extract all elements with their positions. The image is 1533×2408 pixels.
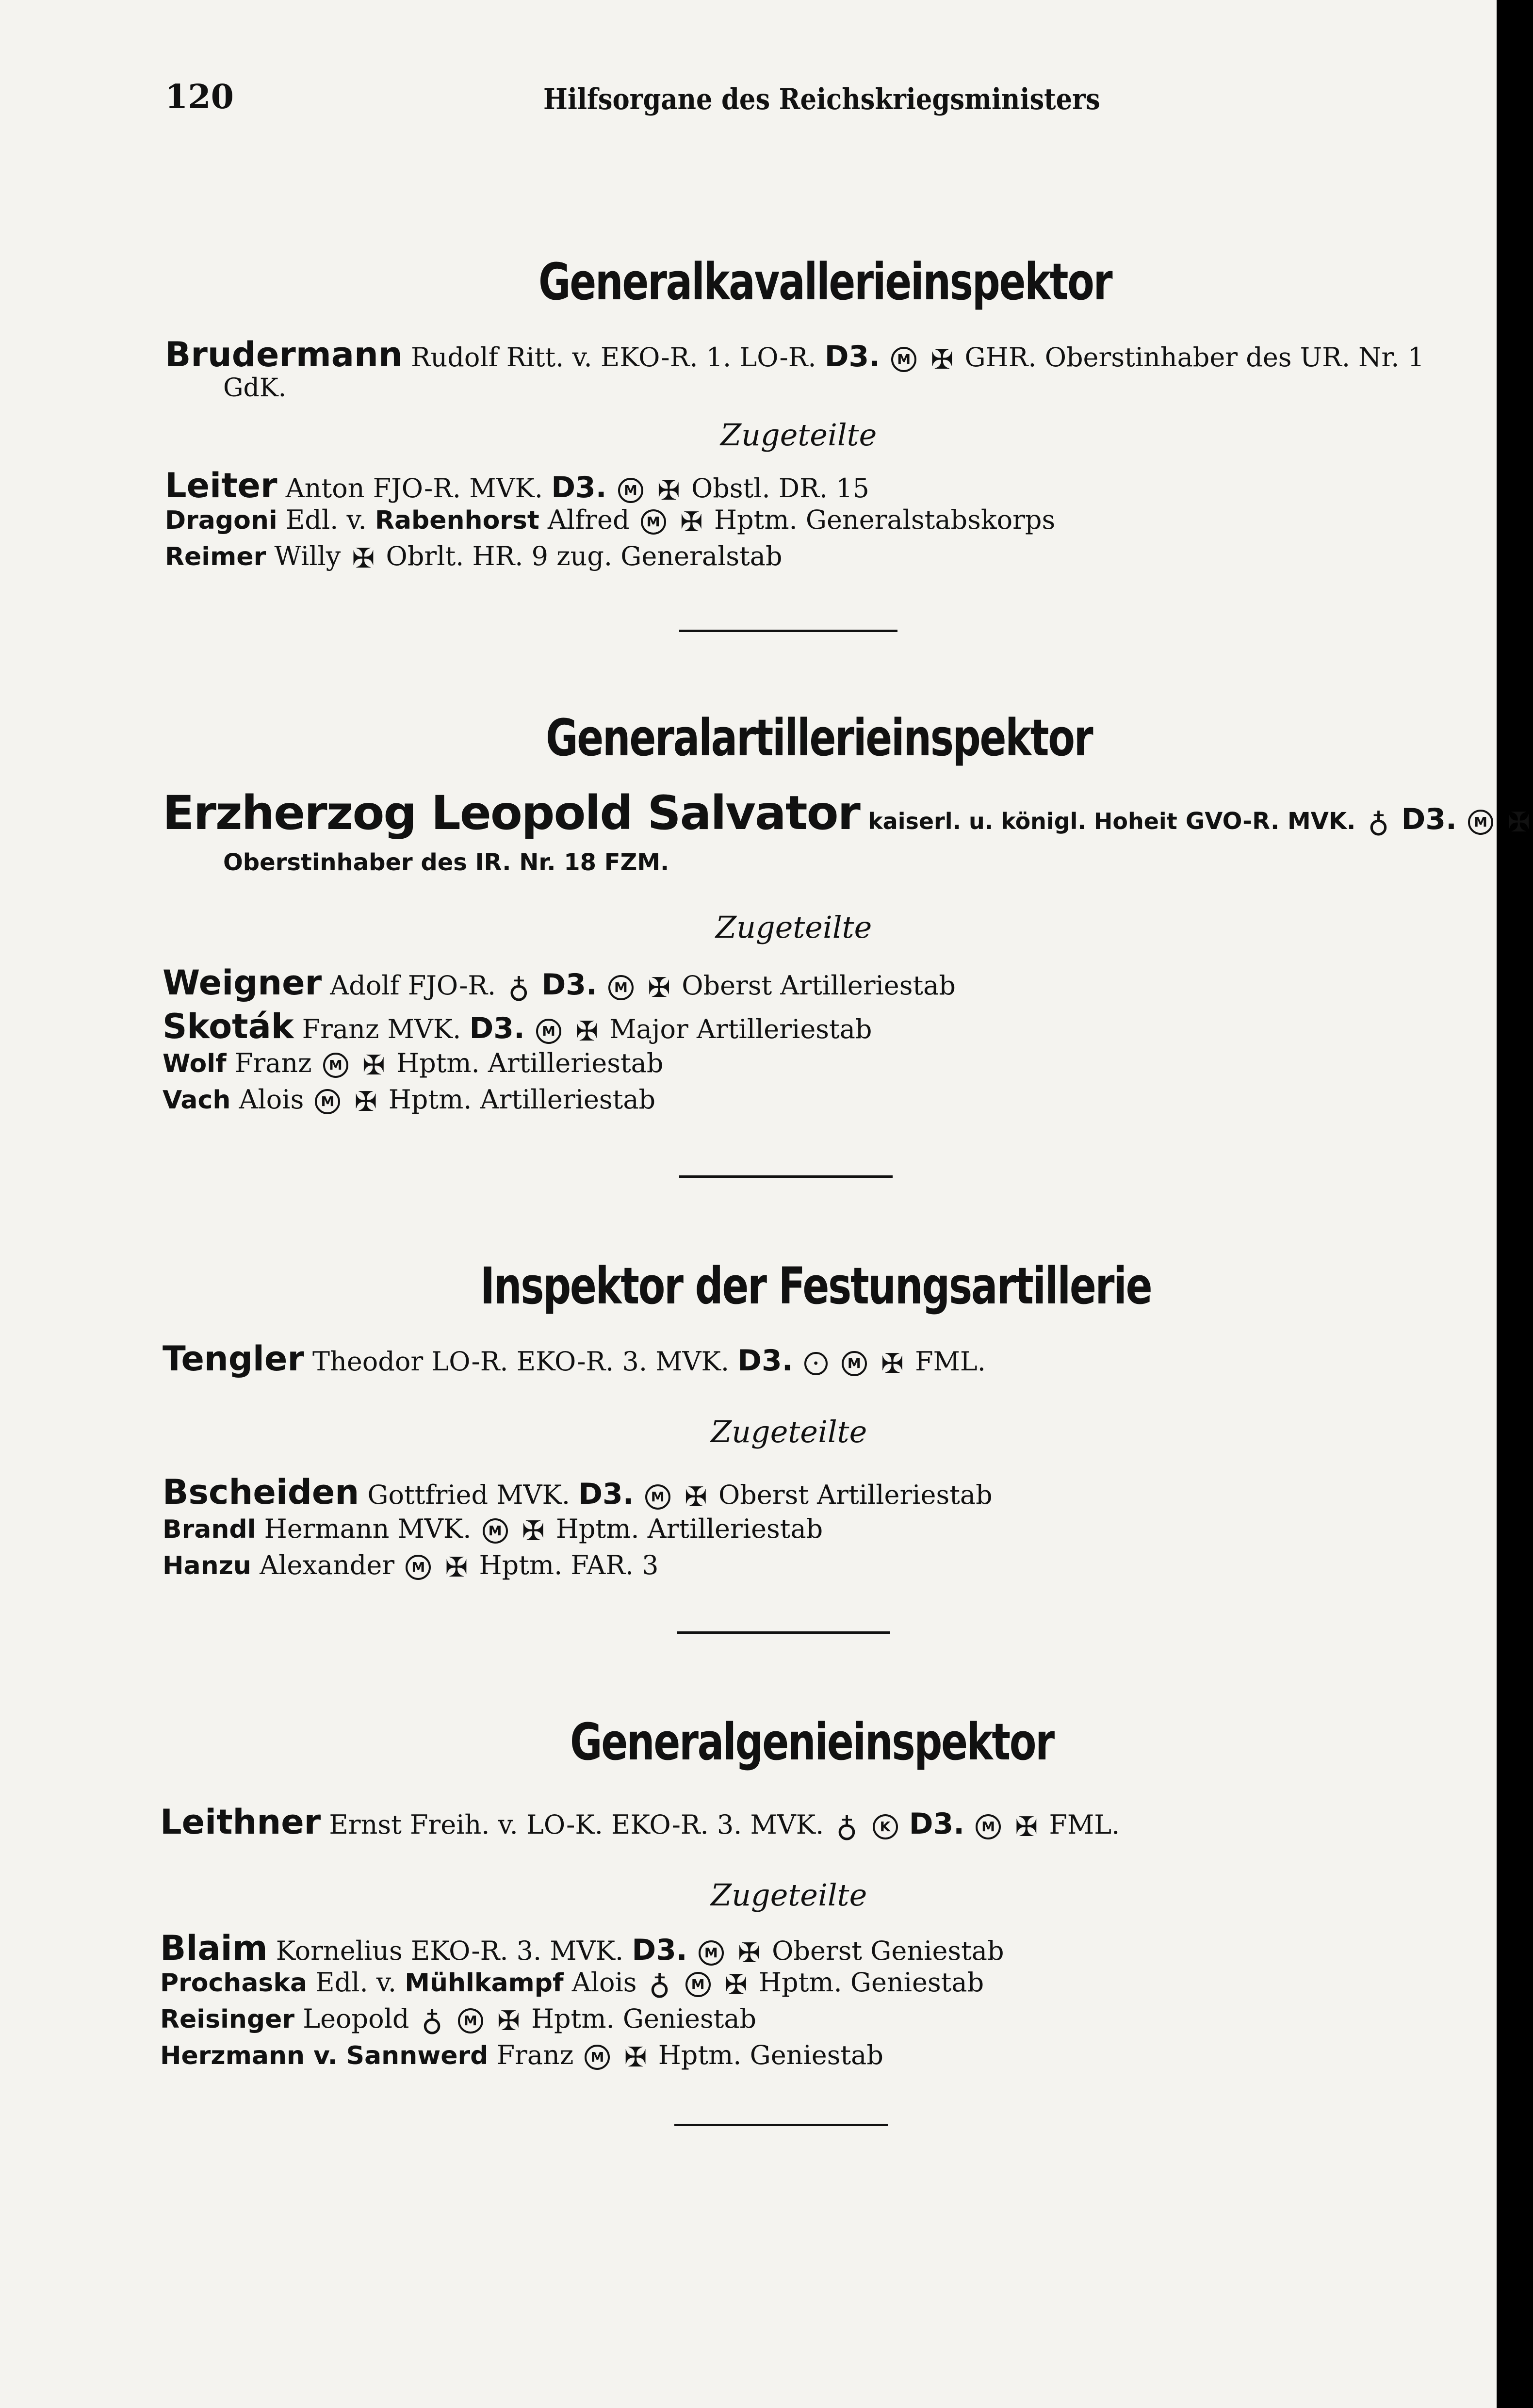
entry-tengler: Tengler Theodor LO-R. EKO-R. 3. MVK. D3. • M ✠ FML. xyxy=(163,1339,986,1380)
medal-m-icon: M xyxy=(483,1518,508,1544)
medal-m-icon: M xyxy=(842,1351,867,1376)
medal-m-icon: M xyxy=(585,2045,610,2070)
medal-m-icon: M xyxy=(406,1555,431,1580)
cross-icon: ✠ xyxy=(1507,806,1531,838)
entry-skotak: Skoták Franz MVK. D3. M ✠ Major Artilleriestab xyxy=(163,1007,872,1047)
entry-continuation: Oberstinhaber des IR. Nr. 18 FZM. xyxy=(223,849,669,876)
entry-brudermann: Brudermann Rudolf Ritt. v. EKO-R. 1. LO-R. D3. M ✠ GHR. Oberstinhaber des UR. Nr. 1 xyxy=(165,335,1424,375)
entry-dragoni: Dragoni Edl. v. Rabenhorst Alfred M ✠ Hptm. Generalstabskorps xyxy=(165,504,1056,538)
wreath-icon: ♁ xyxy=(421,2004,443,2038)
cross-icon: ✠ xyxy=(680,506,703,538)
section-title-inspektor-der-festungsartillerie: Inspektor der Festungsartillerie xyxy=(480,1256,1152,1316)
subtitle-zugeteilte: Zugeteilte xyxy=(720,417,877,453)
section-title-generalartillerieinspektor: Generalartillerieinspektor xyxy=(546,708,1093,767)
entry-reimer: Reimer Willy ✠ Obrlt. HR. 9 zug. Generalstab xyxy=(165,541,783,574)
medal-m-icon: M xyxy=(976,1814,1001,1839)
section-title-generalgenieinspektor: Generalgenieinspektor xyxy=(570,1712,1054,1772)
cross-icon: ✠ xyxy=(684,1481,707,1513)
cross-icon: ✠ xyxy=(362,1049,385,1081)
section-divider xyxy=(679,1175,893,1178)
entry-prochaska: Prochaska Edl. v. Mühlkampf Alois ♁ M ✠ Hptm. Geniestab xyxy=(160,1967,984,2001)
medal-m-icon: M xyxy=(685,1972,711,1997)
running-title: Hilfsorgane des Reichskriegsministers xyxy=(543,82,1100,116)
cross-icon: ✠ xyxy=(522,1515,545,1547)
medal-m-icon: M xyxy=(641,509,666,535)
medal-m-icon: M xyxy=(536,1019,561,1044)
cross-icon: ✠ xyxy=(648,972,671,1004)
section-title-generalkavallerieinspektor: Generalkavallerieinspektor xyxy=(538,252,1112,311)
medal-m-icon: M xyxy=(891,347,916,372)
wreath-icon: ♁ xyxy=(649,1968,670,2001)
subtitle-zugeteilte: Zugeteilte xyxy=(716,910,872,945)
entry-name: Brudermann xyxy=(165,335,403,374)
entry-continuation: GdK. xyxy=(223,374,287,403)
entry-reisinger: Reisinger Leopold ♁ M ✠ Hptm. Geniestab xyxy=(160,2003,757,2038)
entry-hanzu: Hanzu Alexander M ✠ Hptm. FAR. 3 xyxy=(163,1550,659,1583)
entry-wolf: Wolf Franz M ✠ Hptm. Artilleriestab xyxy=(163,1048,664,1081)
medal-m-icon: M xyxy=(645,1484,670,1510)
cross-icon: ✠ xyxy=(657,474,680,506)
subtitle-zugeteilte: Zugeteilte xyxy=(711,1877,867,1913)
entry-vach: Vach Alois M ✠ Hptm. Artilleriestab xyxy=(163,1084,656,1118)
entry-blaim: Blaim Kornelius EKO-R. 3. MVK. D3. M ✠ Oberst Geniestab xyxy=(160,1928,1004,1969)
cross-icon: ✠ xyxy=(724,1969,748,2001)
wreath-icon: ♁ xyxy=(836,1810,858,1844)
entry-bscheiden: Bscheiden Gottfried MVK. D3. M ✠ Oberst Artilleriestab xyxy=(163,1472,993,1513)
medal-m-icon: M xyxy=(323,1053,348,1078)
wreath-icon: ♁ xyxy=(508,971,530,1005)
cross-icon: ✠ xyxy=(738,1937,761,1969)
cross-icon: ✠ xyxy=(624,2041,647,2073)
section-divider xyxy=(679,630,897,632)
dot-circle-icon: • xyxy=(804,1352,828,1375)
cross-icon: ✠ xyxy=(354,1086,377,1118)
cross-icon: ✠ xyxy=(497,2005,520,2037)
cross-icon: ✠ xyxy=(881,1348,904,1380)
subtitle-zugeteilte: Zugeteilte xyxy=(711,1414,867,1449)
entry-brandl: Brandl Hermann MVK. M ✠ Hptm. Artilleriestab xyxy=(163,1513,823,1547)
medal-m-icon: M xyxy=(1468,810,1493,835)
section-divider xyxy=(677,1631,890,1634)
medal-m-icon: M xyxy=(608,975,634,1000)
entry-weigner: Weigner Adolf FJO-R. ♁ D3. M ✠ Oberst Artilleriestab xyxy=(163,963,956,1005)
wreath-icon: ♁ xyxy=(1368,805,1389,839)
entry-erzherzog-leopold-salvator: Erzherzog Leopold Salvator kaiserl. u. königl. Hoheit GVO-R. MVK. ♁ D3. M ✠ xyxy=(163,786,1531,840)
cross-icon: ✠ xyxy=(352,542,375,574)
cross-icon: ✠ xyxy=(930,343,954,375)
cross-icon: ✠ xyxy=(1015,1811,1038,1843)
page-number: 120 xyxy=(165,78,234,116)
cross-icon: ✠ xyxy=(575,1015,599,1047)
entry-leiter: Leiter Anton FJO-R. MVK. D3. M ✠ Obstl. DR. 15 xyxy=(165,466,869,506)
section-divider xyxy=(674,2124,888,2126)
medal-m-icon: M xyxy=(458,2008,483,2034)
cross-icon: ✠ xyxy=(445,1551,468,1583)
medal-m-icon: M xyxy=(699,1940,724,1966)
entry-herzmann: Herzmann v. Sannwerd Franz M ✠ Hptm. Geniestab xyxy=(160,2040,883,2073)
medal-k-icon: K xyxy=(873,1814,898,1839)
entry-leithner: Leithner Ernst Freih. v. LO-K. EKO-R. 3. MVK. ♁ K D3. M ✠ FML. xyxy=(160,1802,1120,1844)
medal-m-icon: M xyxy=(618,478,643,503)
medal-m-icon: M xyxy=(315,1089,340,1114)
